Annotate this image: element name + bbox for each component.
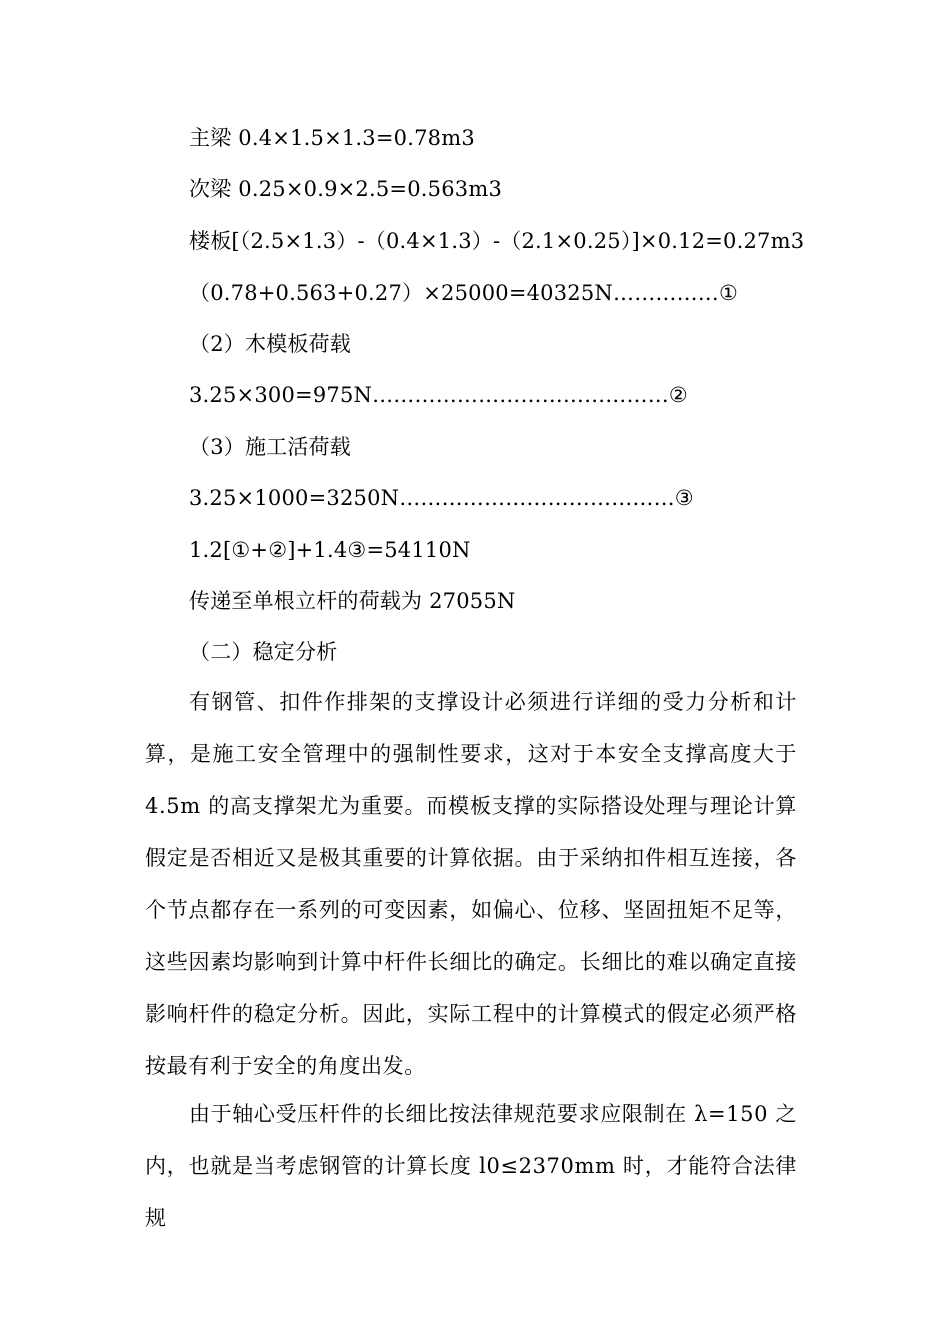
calc-live-load: 3.25×1000=3250N…………………………………③: [189, 486, 694, 510]
heading-live-load: （3）施工活荷载: [189, 435, 351, 459]
calc-formwork-load: 3.25×300=975N……………………………………②: [189, 383, 688, 407]
heading-formwork-load: （2）木模板荷载: [189, 332, 351, 356]
calc-main-beam: 主梁 0.4×1.5×1.3=0.78m3: [189, 126, 475, 150]
calc-floor-slab: 楼板[（2.5×1.3）-（0.4×1.3）-（2.1×0.25）]×0.12=0.27m3: [189, 229, 805, 253]
paragraph-slenderness: 由于轴心受压杆件的长细比按法律规范要求应限制在 λ=150 之内，也就是当考虑钢管的计算长度 l0≤2370mm 时，才能符合法律规: [145, 1102, 797, 1230]
single-pole-load: 传递至单根立杆的荷载为 27055N: [189, 589, 516, 613]
paragraph-stability: 有钢管、扣件作排架的支撑设计必须进行详细的受力分析和计算，是施工安全管理中的强制性要求，这对于本安全支撑高度大于 4.5m 的高支撑架尤为重要。而模板支撑的实际搭设处理与理论计算假定是否相近又是极其重要的计算依据。由于采纳扣件相互连接，各个节点都存在一系列的可变因素，如偏心、位移、坚固扭矩不足等，这些因素均影响到计算中杆件长细比的确定。长细比的难以确定直接影响杆件的稳定分析。因此，实际工程中的计算模式的假定必须严格按最有利于安全的角度出发。: [145, 690, 797, 1078]
calc-concrete-load: （0.78+0.563+0.27）×25000=40325N……………①: [189, 281, 739, 305]
calc-combined-load: 1.2[①+②]+1.4③=54110N: [189, 538, 471, 562]
heading-stability-analysis: （二）稳定分析: [189, 640, 338, 664]
calc-secondary-beam: 次梁 0.25×0.9×2.5=0.563m3: [189, 177, 503, 201]
